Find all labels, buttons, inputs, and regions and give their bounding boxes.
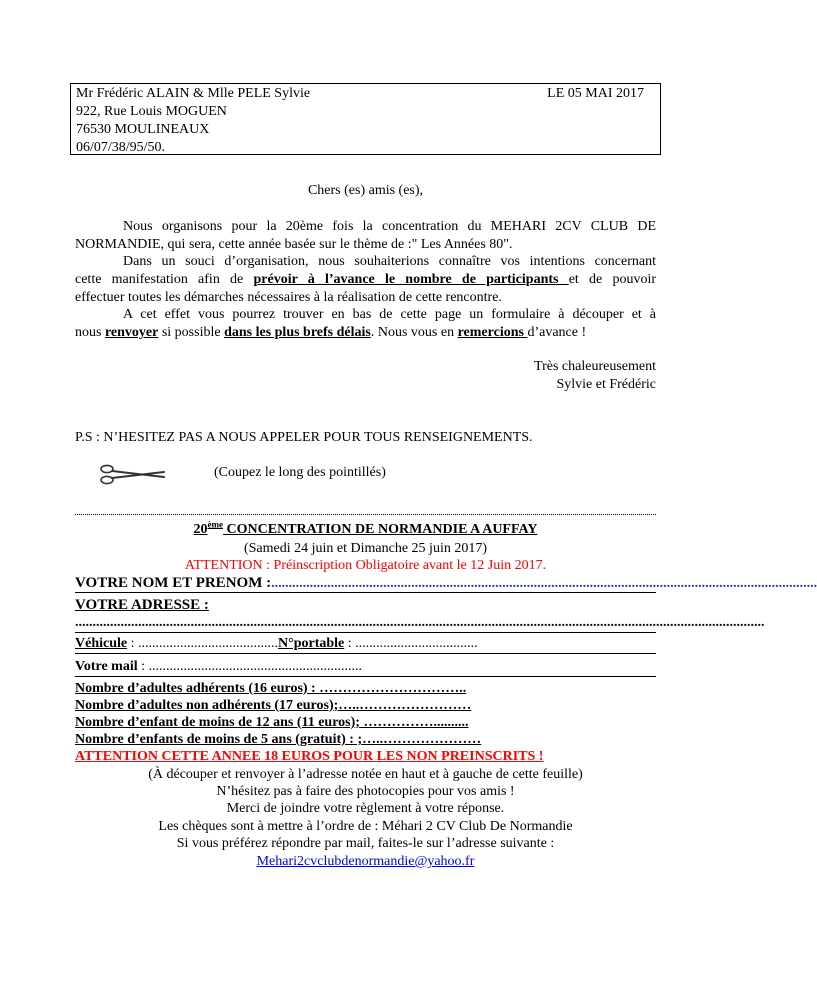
letter-date: LE 05 MAI 2017 bbox=[547, 86, 644, 101]
name-field[interactable]: VOTRE NOM ET PRENOM :............................................................................................................................................................ bbox=[75, 575, 817, 591]
note-cheques: Les chèques sont à mettre à l’ordre de : Méhari 2 CV Club De Normandie bbox=[158, 819, 573, 834]
text-run: si possible bbox=[158, 325, 225, 340]
paragraph-line: A cet effet vous pourrez trouver en bas de cette page un formulaire à découper et à bbox=[123, 307, 656, 322]
text-run: d’avance ! bbox=[527, 325, 587, 340]
cut-line bbox=[75, 514, 656, 515]
address-label-row bbox=[75, 596, 656, 614]
phone-label: N°portable bbox=[278, 636, 345, 651]
sender-name: Mr Frédéric ALAIN & Mlle PELE Sylvie bbox=[76, 86, 311, 101]
note-photocopies: N’hésitez pas à faire des photocopies pour vos amis ! bbox=[216, 784, 515, 799]
adults-nonmembers-label: Nombre d’adultes non adhérents (17 euros) bbox=[75, 698, 334, 713]
title-superscript: ème bbox=[207, 519, 224, 530]
vehicle-label: Véhicule bbox=[75, 636, 128, 651]
greeting: Chers (es) amis (es), bbox=[307, 183, 424, 198]
emphasis-deadline: dans les plus brefs délais bbox=[224, 325, 371, 340]
text-run: nous bbox=[75, 325, 105, 340]
adults-nonmembers-field[interactable]: Nombre d’adultes non adhérents (17 euros);…..…………………… bbox=[75, 698, 472, 713]
email-link-row bbox=[75, 853, 656, 871]
preregistration-warning: ATTENTION : Préinscription Obligatoire avant le 12 Juin 2017. bbox=[184, 558, 547, 573]
paragraph-line: NORMANDIE, qui sera, cette année basée sur le thème de :" Les Années 80". bbox=[75, 237, 513, 252]
mail-label: Votre mail bbox=[75, 659, 138, 674]
children-under5-label: Nombre d’enfants de moins de 5 ans (gratuit) : bbox=[75, 732, 354, 747]
closing: Très chaleureusement bbox=[534, 359, 656, 374]
paragraph-organisation bbox=[75, 253, 656, 307]
late-fee-warning: ATTENTION CETTE ANNEE 18 EUROS POUR LES NON PREINSCRITS ! bbox=[75, 749, 544, 764]
mail-field[interactable]: Votre mail : ............................................................. bbox=[75, 658, 656, 677]
paragraph-line bbox=[75, 271, 656, 289]
title-text: CONCENTRATION DE NORMANDIE A AUFFAY bbox=[223, 522, 538, 537]
paragraph-line: Nous organisons pour la 20ème fois la concentration du MEHARI 2CV CLUB DE bbox=[123, 219, 656, 234]
email-link[interactable]: Mehari2cvclubdenormandie@yahoo.fr bbox=[256, 854, 475, 869]
sender-phone: 06/07/38/95/50. bbox=[76, 140, 166, 155]
adults-members-field[interactable]: Nombre d’adultes adhérents (16 euros) : ………………………….. bbox=[75, 681, 467, 696]
emphasis-return: renvoyer bbox=[104, 325, 159, 340]
children-under12-label: Nombre d’enfant de moins de 12 ans (11 euros) bbox=[75, 715, 356, 730]
paragraph-intro bbox=[75, 218, 656, 254]
name-label: VOTRE NOM ET PRENOM : bbox=[75, 575, 272, 591]
sender-city: 76530 MOULINEAUX bbox=[76, 122, 210, 137]
event-dates: (Samedi 24 juin et Dimanche 25 juin 2017) bbox=[243, 541, 487, 556]
note-return: (À découper et renvoyer à l’adresse notée en haut et à gauche de cette feuille) bbox=[148, 767, 583, 782]
paragraph-form-info bbox=[75, 306, 656, 342]
postscript: P.S : N’HESITEZ PAS A NOUS APPELER POUR TOUS RENSEIGNEMENTS. bbox=[75, 430, 533, 445]
paragraph-line: effectuer toutes les démarches nécessaires à la réalisation de cette rencontre. bbox=[75, 290, 502, 305]
text-run: cette manifestation afin de bbox=[75, 272, 254, 287]
note-payment: Merci de joindre votre règlement à votre réponse. bbox=[226, 801, 505, 816]
address-label: VOTRE ADRESSE : bbox=[75, 597, 209, 613]
paragraph-line: Dans un souci d’organisation, nous souhaiterions connaître vos intentions concernant bbox=[123, 254, 656, 269]
note-email: Si vous préférez répondre par mail, faites-le sur l’adresse suivante : bbox=[176, 836, 555, 851]
emphasis-participants: prévoir à l’avance le nombre de participants bbox=[253, 272, 569, 287]
sender-street: 922, Rue Louis MOGUEN bbox=[76, 104, 227, 119]
scissors-icon bbox=[98, 462, 168, 486]
text-run: . Nous vous en bbox=[370, 325, 458, 340]
cut-note: (Coupez le long des pointillés) bbox=[214, 465, 386, 480]
emphasis-thanks: remercions bbox=[457, 325, 528, 340]
form-title bbox=[75, 521, 656, 539]
children-under12-field[interactable]: Nombre d’enfant de moins de 12 ans (11 euros); …………….......... bbox=[75, 715, 469, 730]
adults-members-label: Nombre d’adultes adhérents (16 euros) : bbox=[75, 681, 320, 696]
signature: Sylvie et Frédéric bbox=[556, 377, 656, 392]
text-run: et de pouvoir bbox=[568, 272, 657, 287]
sender-box bbox=[70, 83, 661, 155]
title-number: 20 bbox=[193, 522, 208, 537]
children-under5-field[interactable]: Nombre d’enfants de moins de 5 ans (gratuit) : ;…..………………… bbox=[75, 732, 482, 747]
vehicle-phone-row[interactable]: Véhicule : ........................................N°portable : ................................... bbox=[75, 635, 656, 654]
paragraph-line bbox=[75, 324, 656, 342]
address-field[interactable]: ..................................................................................................................................................................................................... bbox=[75, 614, 656, 633]
